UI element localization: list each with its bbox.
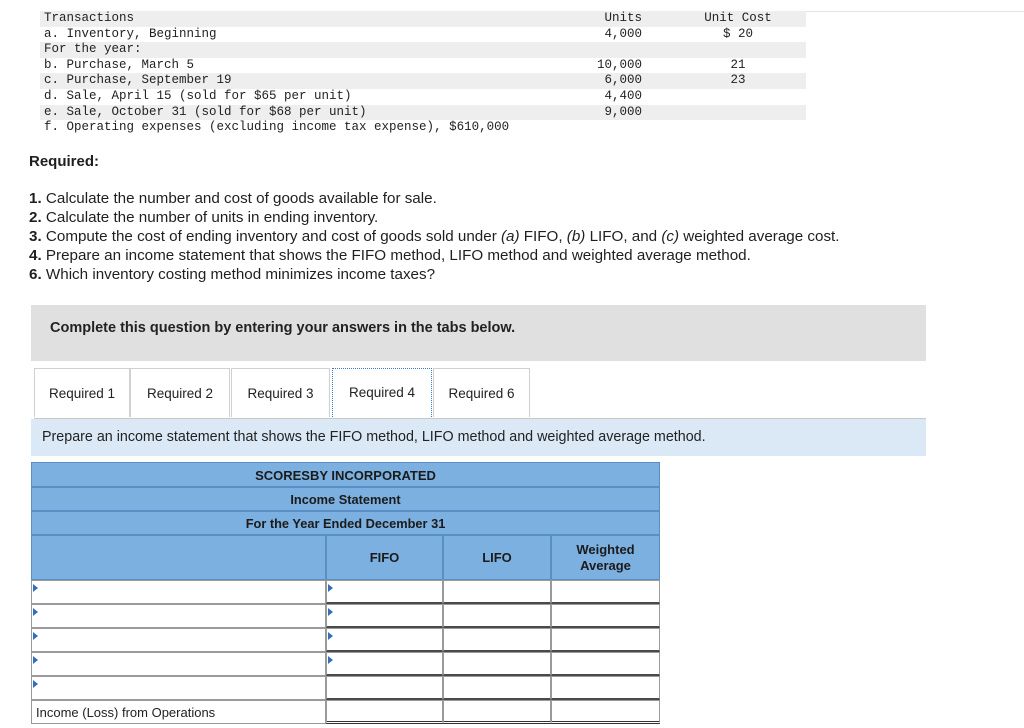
row-label-cell[interactable] — [31, 628, 326, 652]
fifo-total-input[interactable] — [327, 701, 442, 721]
tab-required-4[interactable]: Required 4 — [332, 368, 432, 417]
lifo-column-header: LIFO — [443, 535, 551, 580]
required-heading: Required: — [29, 153, 100, 170]
transaction-label: e. Sale, October 31 (sold for $68 per unit) — [44, 104, 367, 119]
lifo-input[interactable] — [444, 581, 550, 602]
required-item-number: 6. — [29, 266, 42, 283]
income-from-operations-row — [31, 700, 660, 724]
statement-period: For the Year Ended December 31 — [31, 511, 660, 535]
prompt-text: Prepare an income statement that shows the FIFO method, LIFO method and weighted average method. — [42, 429, 706, 445]
row-label-input[interactable] — [32, 581, 325, 603]
lifo-cell[interactable] — [443, 676, 551, 700]
lifo-input[interactable] — [444, 605, 550, 626]
transaction-label: For the year: — [44, 42, 142, 57]
transaction-label: f. Operating expenses (excluding income tax expense), $610,000 — [44, 120, 510, 135]
row-label-input[interactable] — [32, 605, 325, 627]
transaction-row — [40, 73, 806, 89]
company-name: SCORESBY INCORPORATED — [31, 462, 660, 487]
required-item-number: 4. — [29, 247, 42, 264]
weighted-cell[interactable] — [551, 652, 660, 676]
required-item-marker: (a) — [500, 228, 520, 245]
transactions-header-row — [40, 11, 806, 27]
fifo-input[interactable] — [327, 629, 442, 650]
required-item-text: LIFO, and — [585, 228, 662, 245]
weighted-header-line: Weighted — [576, 541, 635, 557]
input-marker-icon — [328, 656, 333, 664]
prompt-bar — [31, 419, 926, 456]
fifo-cell[interactable] — [326, 652, 443, 676]
row-label-cell[interactable] — [31, 652, 326, 676]
lifo-cell[interactable] — [443, 628, 551, 652]
transaction-label: d. Sale, April 15 (sold for $65 per unit) — [44, 88, 352, 103]
input-marker-icon — [328, 584, 333, 592]
units-header: Units — [604, 11, 642, 25]
dropdown-marker-icon — [33, 656, 38, 664]
instruction-bar — [31, 305, 926, 361]
fifo-cell[interactable] — [326, 676, 443, 700]
required-item — [29, 208, 839, 227]
row-label-input[interactable] — [32, 653, 325, 675]
transaction-units: 6,000 — [604, 73, 642, 88]
transaction-units: 4,000 — [604, 26, 642, 41]
required-item-text: Compute the cost of ending inventory and cost of goods sold under — [45, 228, 501, 245]
lifo-cell[interactable] — [443, 652, 551, 676]
weighted-input[interactable] — [552, 605, 659, 626]
table-row — [31, 580, 660, 604]
lifo-input[interactable] — [444, 629, 550, 650]
transaction-label: c. Purchase, September 19 — [44, 73, 232, 88]
fifo-cell[interactable] — [326, 628, 443, 652]
weighted-input[interactable] — [552, 581, 659, 602]
required-item-text: Calculate the number and cost of goods available for sale. — [45, 190, 437, 207]
row-label-cell[interactable] — [31, 676, 326, 700]
fifo-input[interactable] — [327, 653, 442, 674]
required-item-number: 2. — [29, 209, 42, 226]
transaction-unit-cost: 21 — [730, 57, 746, 72]
statement-title: Income Statement — [31, 487, 660, 511]
input-marker-icon — [328, 632, 333, 640]
income-from-operations-label: Income (Loss) from Operations — [36, 705, 216, 720]
required-item-number: 3. — [29, 228, 42, 245]
required-item-marker: (b) — [566, 228, 586, 245]
weighted-cell[interactable] — [551, 604, 660, 628]
transaction-row — [40, 105, 806, 121]
required-item-marker: (c) — [661, 228, 680, 245]
lifo-total-cell[interactable] — [443, 700, 551, 724]
unit-cost-header: Unit Cost — [704, 11, 772, 25]
transaction-row — [40, 120, 806, 136]
weighted-cell[interactable] — [551, 580, 660, 604]
row-label-input[interactable] — [32, 629, 325, 651]
transaction-row — [40, 89, 806, 105]
transaction-row — [40, 27, 806, 43]
transaction-unit-cost: 23 — [730, 73, 746, 88]
row-label-cell[interactable] — [31, 604, 326, 628]
transaction-unit-cost: $ 20 — [722, 26, 753, 41]
transaction-label: b. Purchase, March 5 — [44, 57, 195, 72]
table-row — [31, 628, 660, 652]
required-item-text: Calculate the number of units in ending inventory. — [45, 209, 379, 226]
weighted-average-column-header — [551, 535, 660, 580]
weighted-header-line: Average — [580, 557, 631, 573]
weighted-cell[interactable] — [551, 628, 660, 652]
lifo-cell[interactable] — [443, 580, 551, 604]
transactions-header-label: Transactions — [44, 11, 135, 25]
fifo-cell[interactable] — [326, 580, 443, 604]
fifo-total-cell[interactable] — [326, 700, 443, 724]
weighted-total-cell[interactable] — [551, 700, 660, 724]
transaction-units: 10,000 — [596, 57, 642, 72]
dropdown-marker-icon — [33, 680, 38, 688]
tab-required-2[interactable]: Required 2 — [130, 368, 230, 417]
row-label-input[interactable] — [32, 677, 325, 699]
row-label-cell[interactable] — [31, 580, 326, 604]
required-list — [29, 189, 839, 284]
transaction-row — [40, 58, 806, 74]
lifo-input[interactable] — [444, 677, 550, 698]
required-item — [29, 189, 839, 208]
required-item-text: FIFO, — [519, 228, 567, 245]
label-column-header — [31, 535, 326, 580]
transaction-row — [40, 42, 806, 58]
table-row — [31, 652, 660, 676]
row-label-cell — [31, 700, 326, 724]
weighted-total-input[interactable] — [552, 701, 659, 721]
required-item-text: weighted average cost. — [679, 228, 840, 245]
transactions-table — [40, 11, 806, 136]
tab-required-1[interactable]: Required 1 — [34, 368, 130, 417]
required-item-text: Which inventory costing method minimizes income taxes? — [45, 266, 436, 283]
fifo-input[interactable] — [327, 581, 442, 602]
weighted-cell[interactable] — [551, 676, 660, 700]
required-item — [29, 227, 839, 246]
tab-required-6[interactable]: Required 6 — [433, 368, 530, 417]
tab-required-3[interactable]: Required 3 — [231, 368, 330, 417]
lifo-total-input[interactable] — [444, 701, 550, 721]
lifo-cell[interactable] — [443, 604, 551, 628]
fifo-input[interactable] — [327, 677, 442, 698]
input-marker-icon — [328, 608, 333, 616]
dropdown-marker-icon — [33, 584, 38, 592]
dropdown-marker-icon — [33, 608, 38, 616]
transaction-units: 9,000 — [604, 104, 642, 119]
top-divider — [806, 11, 1024, 12]
dropdown-marker-icon — [33, 632, 38, 640]
fifo-cell[interactable] — [326, 604, 443, 628]
instruction-text: Complete this question by entering your answers in the tabs below. — [50, 320, 516, 336]
table-row — [31, 604, 660, 628]
weighted-input[interactable] — [552, 677, 659, 698]
weighted-input[interactable] — [552, 653, 659, 674]
required-item — [29, 246, 839, 265]
lifo-input[interactable] — [444, 653, 550, 674]
table-row — [31, 676, 660, 700]
required-item-number: 1. — [29, 190, 42, 207]
weighted-input[interactable] — [552, 629, 659, 650]
transaction-label: a. Inventory, Beginning — [44, 26, 217, 41]
fifo-input[interactable] — [327, 605, 442, 626]
transaction-units: 4,400 — [604, 88, 642, 103]
required-item — [29, 265, 839, 284]
required-item-text: Prepare an income statement that shows the FIFO method, LIFO method and weighted average method. — [45, 247, 751, 264]
fifo-column-header: FIFO — [326, 535, 443, 580]
